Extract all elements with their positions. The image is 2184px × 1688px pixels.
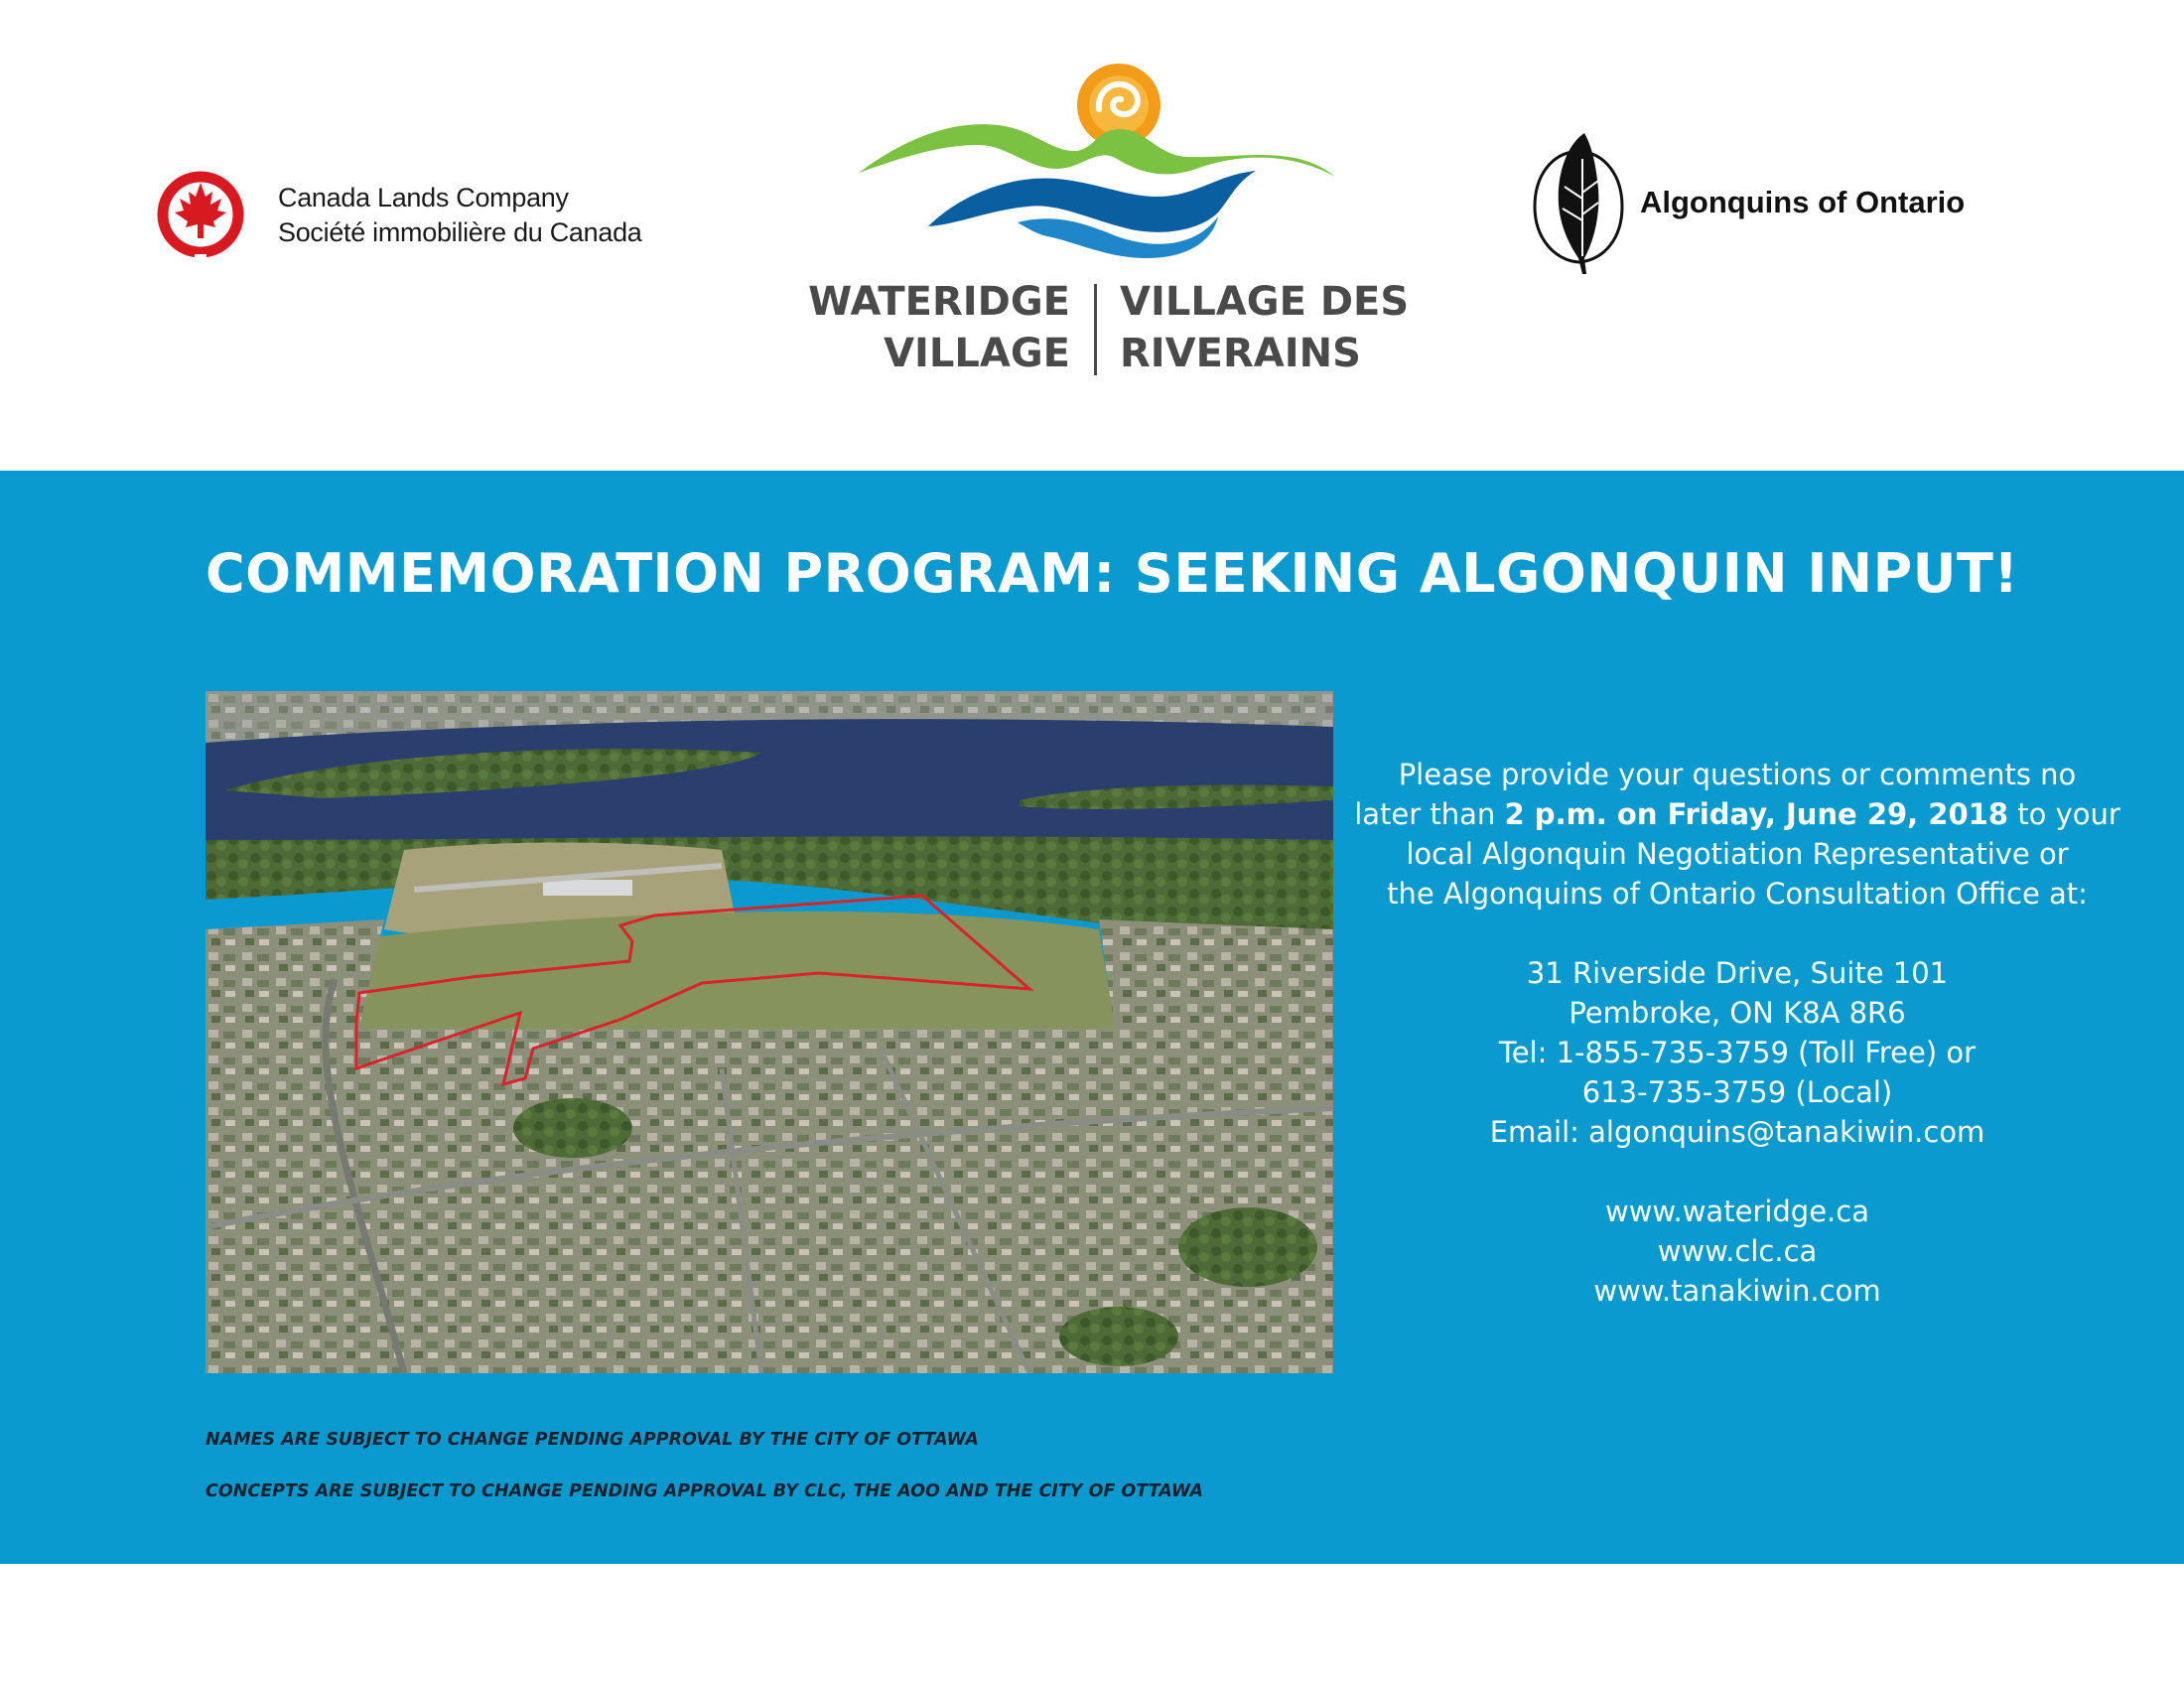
canada-lands-company-logo — [149, 167, 665, 266]
disclaimer-names: NAMES ARE SUBJECT TO CHANGE PENDING APPROVAL BY THE CITY OF OTTAWA — [205, 1430, 979, 1450]
logo-divider — [1094, 284, 1097, 375]
aoo-name: Algonquins of Ontario — [1640, 185, 1966, 219]
wateridge-village-logo — [794, 40, 1430, 387]
algonquins-of-ontario-logo — [1529, 129, 2045, 278]
tel-line-1: Tel: 1-855-735-3759 (Toll Free) or — [1498, 1036, 1977, 1069]
maple-leaf-icon — [149, 167, 258, 266]
clc-name-english: Canada Lands Company — [278, 183, 569, 212]
wateridge-emblem — [859, 48, 1335, 266]
feather-icon — [1529, 129, 1628, 276]
address-line-1: 31 Riverside Drive, Suite 101 — [1526, 956, 1949, 990]
link-tanakiwin[interactable]: www.tanakiwin.com — [1593, 1274, 1881, 1308]
clc-name-french: Société immobilière du Canada — [278, 217, 642, 247]
wateridge-right-line2: RIVERAINS — [1120, 331, 1361, 376]
intro-line-2: later than 2 p.m. on Friday, June 29, 2018 to your — [1354, 797, 2120, 831]
address-line-2: Pembroke, ON K8A 8R6 — [1569, 996, 1906, 1030]
aerial-photo-image — [205, 691, 1333, 1373]
wateridge-left-line1: WATERIDGE — [808, 279, 1070, 325]
email-line[interactable]: Email: algonquins@tanakiwin.com — [1489, 1115, 1985, 1149]
content-band — [0, 471, 2184, 1564]
header — [0, 0, 2184, 471]
disclaimer-concepts: CONCEPTS ARE SUBJECT TO CHANGE PENDING APPROVAL BY CLC, THE AOO AND THE CITY OF OTTAWA — [205, 1481, 1204, 1501]
deadline-bold: 2 p.m. on Friday, June 29, 2018 — [1504, 797, 2009, 831]
tel-line-2: 613-735-3759 (Local) — [1581, 1075, 1893, 1109]
headline: COMMEMORATION PROGRAM: SEEKING ALGONQUIN INPUT! — [205, 542, 2019, 605]
wateridge-left-line2: VILLAGE — [884, 331, 1070, 376]
intro-line-3: local Algonquin Negotiation Representative or — [1406, 837, 2069, 871]
intro-line-4: the Algonquins of Ontario Consultation Office at: — [1387, 877, 2088, 911]
link-wateridge[interactable]: www.wateridge.ca — [1605, 1195, 1869, 1228]
aerial-photo — [205, 691, 1333, 1373]
contact-info — [1350, 755, 2124, 1311]
intro-line-1: Please provide your questions or comments no — [1398, 758, 2077, 791]
link-clc[interactable]: www.clc.ca — [1657, 1234, 1818, 1268]
wateridge-right-line1: VILLAGE DES — [1120, 279, 1410, 325]
